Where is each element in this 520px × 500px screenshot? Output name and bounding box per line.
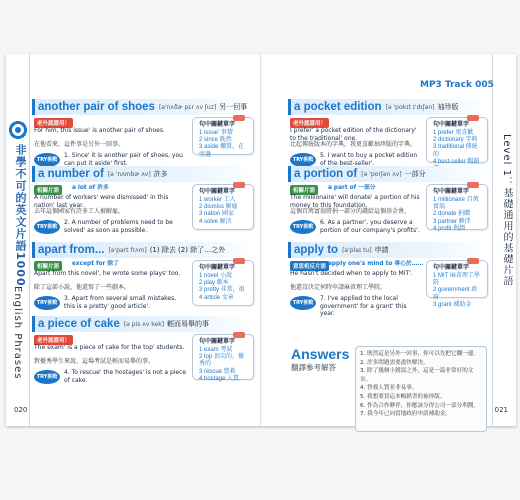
entry-meaning: 輕而易舉的事 bbox=[167, 320, 210, 328]
related-phrase: except for 除了 bbox=[72, 261, 119, 267]
entry-phrase: a pocket edition bbox=[294, 101, 382, 113]
example-sentence: I prefer' a pocket edition of the dictionary' to the traditional' one. bbox=[290, 127, 417, 142]
entry-phrase: a portion of bbox=[294, 168, 358, 180]
entry-tag: 老外認證用！ bbox=[34, 118, 73, 128]
example-translation: 比起傳統版本的字典，我更喜歡袖珍版的字典。 bbox=[290, 141, 417, 148]
practice-badge: TRY挑戰 bbox=[290, 153, 316, 167]
example-sentence: For him, this issue' is another pair of shoes. bbox=[34, 127, 165, 134]
vocab-box bbox=[426, 117, 488, 163]
entry-tag: 相關片語 bbox=[34, 185, 62, 195]
entry-phonetic: [ə 'porʃən ʌv] bbox=[361, 170, 402, 178]
vocab-item: 3 pretty 非常，很 bbox=[199, 287, 245, 294]
entry-meaning: 另一回事 bbox=[219, 103, 248, 111]
answers-heading bbox=[291, 346, 349, 373]
vocab-item: 3 grant 補助金 bbox=[433, 301, 472, 308]
vocab-item: 4 best-seller 暢銷 bbox=[433, 158, 480, 165]
entry-tag: 老外認證用！ bbox=[290, 118, 329, 128]
answer-item: 5. 我想要買這本暢銷書的袖珍版。 bbox=[360, 393, 446, 400]
left-sidebar-title: 非學不可的英文片語1000 bbox=[14, 144, 27, 287]
vocab-item: 1 exam 考試 bbox=[199, 347, 233, 353]
entry-header bbox=[288, 242, 488, 258]
vocab-box bbox=[192, 117, 254, 158]
example-translation: 這個百萬富翁將捐一部分的錢給這個基金會。 bbox=[290, 208, 411, 215]
vocab-item: 2 dictionary 字典 bbox=[433, 137, 478, 144]
vocab-title: 句中關鍵單字 bbox=[199, 121, 236, 128]
entry-meaning: (1) 除去 (2) 除了…之外 bbox=[149, 246, 226, 254]
vocab-title: 句中關鍵單字 bbox=[199, 338, 236, 345]
entry-phrase: apply to bbox=[294, 244, 339, 256]
entry-tag: 相關片語 bbox=[34, 261, 62, 271]
entry-header bbox=[32, 99, 254, 115]
example-translation: 去年這個國家有許多工人被解雇。 bbox=[34, 208, 125, 215]
vocab-item: 2 since 既然 bbox=[199, 137, 232, 144]
practice-badge: TRY挑戰 bbox=[290, 296, 316, 310]
vocab-item: 1 worker 工人 bbox=[199, 197, 236, 203]
practice-sentence: 6. As a partner', you deserve a portion of our company's profits'. bbox=[320, 219, 420, 234]
practice-sentence: 1. Since' it is another pair of shoes, you can put it aside' first. bbox=[64, 152, 183, 167]
vocab-item: 2 play 劇本 bbox=[199, 280, 229, 287]
vocab-title: 句中關鍵單字 bbox=[433, 121, 470, 128]
vocab-item: 2 government 政府 bbox=[433, 287, 478, 301]
vocab-box bbox=[192, 260, 254, 306]
vocab-item: 3 aside 擱置，在旁邊 bbox=[199, 144, 245, 158]
vocab-item: 1 MIT 麻省理工學院 bbox=[433, 273, 480, 287]
entry-phonetic: [ə 'nʌmbɚ ʌv] bbox=[107, 170, 151, 178]
entry-tag: 老外認證用！ bbox=[34, 335, 73, 345]
vocab-item: 2 dismiss 解雇 bbox=[199, 204, 238, 211]
book-spread bbox=[6, 54, 516, 426]
vocab-item: 1 millionaire 百萬富翁 bbox=[433, 197, 479, 211]
vocab-item: 3 rescue 營救 bbox=[199, 368, 236, 375]
practice-sentence: 7. I've applied to the local government' for a grant' this year. bbox=[320, 295, 407, 317]
practice-sentence: 4. To rescue' the hostages' is not a piece of cake. bbox=[64, 369, 187, 384]
answer-item: 2. 許多問題需要盡快解決。 bbox=[360, 359, 429, 366]
practice-sentence: 5. I want to buy a pocket edition of the best-seller'. bbox=[320, 152, 418, 167]
answers-subtitle: 翻譯參考解答 bbox=[291, 363, 336, 372]
vocab-item: 1 issue' 事情 bbox=[199, 130, 233, 136]
example-sentence: The millionaire' will donate' a portion of his money to this foundation. bbox=[290, 194, 420, 209]
example-sentence: The exam' is a piece of cake for the top' students. bbox=[34, 344, 185, 351]
vocab-item: 2 top 頂尖的，優秀的 bbox=[199, 354, 245, 368]
entry-phonetic: [ə'part frʌm] bbox=[108, 246, 147, 254]
entry-header bbox=[32, 166, 254, 182]
practice-badge: TRY挑戰 bbox=[290, 220, 316, 234]
vocab-box bbox=[192, 184, 254, 230]
example-translation: 他還沒決定何時申請麻省理工學院。 bbox=[290, 284, 387, 291]
answers-title: Answers bbox=[291, 346, 350, 362]
example-sentence: He hasn't decided when to apply to MIT'. bbox=[290, 270, 413, 277]
answer-item: 1. 既然這是另外一回事，你可以先把它擱一邊。 bbox=[360, 351, 479, 357]
entry-phonetic: [ə 'pɑkɪt ɪ'dɪʃən] bbox=[385, 103, 435, 111]
vocab-item: 4 hostage 人質 bbox=[199, 375, 240, 382]
entry-header bbox=[32, 242, 254, 258]
entry-meaning: 許多 bbox=[153, 170, 168, 178]
vocab-item: 3 partner 夥伴 bbox=[433, 218, 471, 225]
vocab-item: 1 prefer 更喜歡 bbox=[433, 130, 474, 136]
entry-meaning: 一部分 bbox=[404, 170, 426, 178]
practice-badge: TRY挑戰 bbox=[34, 153, 60, 167]
entry-phrase: a number of bbox=[38, 168, 104, 180]
vocab-box bbox=[426, 184, 488, 230]
entry-phonetic: [ə pis ʌv kek] bbox=[123, 320, 165, 328]
left-sidebar-subtitle: English Phrases bbox=[12, 286, 23, 380]
answers-list bbox=[355, 346, 487, 432]
vocab-box bbox=[192, 334, 254, 380]
right-sidebar bbox=[492, 54, 516, 426]
vocab-title: 句中關鍵單字 bbox=[199, 264, 236, 271]
vocab-item: 4 solve 解決 bbox=[199, 218, 232, 225]
vocab-title: 句中關鍵單字 bbox=[433, 264, 470, 271]
entry-tag: 意思相反片語 bbox=[290, 261, 329, 271]
entry-header bbox=[288, 99, 488, 115]
track-label: MP3 Track 005 bbox=[420, 80, 494, 90]
practice-badge: TRY挑戰 bbox=[34, 296, 60, 310]
related-phrase: a part of 一部分 bbox=[328, 185, 376, 191]
related-phrase: apply one's mind to 專心於…… bbox=[328, 261, 424, 267]
left-sidebar bbox=[6, 54, 30, 426]
entry-meaning: 申請 bbox=[374, 246, 389, 254]
vocab-item: 4 article 文章 bbox=[199, 294, 234, 301]
entry-meaning: 袖珍版 bbox=[437, 103, 459, 111]
vocab-item: 1 novel 小說 bbox=[199, 273, 233, 279]
right-page-number: 021 bbox=[494, 406, 508, 414]
answer-item: 3. 除了幾個小錯誤之外，這是一篇非常好的文章。 bbox=[360, 368, 474, 383]
entry-phrase: apart from... bbox=[38, 244, 105, 256]
example-translation: 在他看來，這件事是另外一回事。 bbox=[34, 141, 125, 148]
entry-header bbox=[288, 166, 488, 182]
vocab-title: 句中關鍵單字 bbox=[433, 188, 470, 195]
practice-badge: TRY挑戰 bbox=[34, 220, 60, 234]
answer-item: 4. 營救人質並非易事。 bbox=[360, 385, 418, 392]
practice-badge: TRY挑戰 bbox=[34, 370, 60, 384]
vocab-item: 3 traditional 傳統的 bbox=[433, 144, 478, 158]
entry-header bbox=[32, 316, 254, 332]
example-sentence: Apart from this novel', he wrote some plays' too. bbox=[34, 270, 181, 277]
book-spine bbox=[260, 54, 262, 426]
vocab-item: 4 profit 利潤 bbox=[433, 225, 466, 232]
vocab-item: 2 donate 捐贈 bbox=[433, 211, 471, 218]
entry-phonetic: [ə'nʌðɚ pɛr ʌv ʃuz] bbox=[158, 103, 217, 111]
example-translation: 對優秀學生來說，這場考試是輕而易舉的事。 bbox=[34, 358, 155, 365]
vocab-box bbox=[426, 260, 488, 308]
vocab-item: 3 nation 國家 bbox=[199, 211, 235, 218]
entry-tag: 相關片語 bbox=[290, 185, 318, 195]
vocab-title: 句中關鍵單字 bbox=[199, 188, 236, 195]
entry-phrase: another pair of shoes bbox=[38, 101, 155, 113]
entry-phonetic: [ə'plaɪ tu] bbox=[342, 246, 372, 254]
example-sentence: A number of workers' were dismissed' in this nation' last year. bbox=[34, 194, 169, 209]
practice-sentence: 2. A number of problems need to be solved' as soon as possible. bbox=[64, 219, 173, 234]
answer-item: 6. 作為合作夥伴，你應該分得公司一部分利潤。 bbox=[360, 402, 479, 409]
target-icon bbox=[8, 120, 28, 140]
practice-sentence: 3. Apart from several small mistakes, this is a pretty' good article'. bbox=[64, 295, 177, 310]
answer-item: 7. 我今年已向當地政府申請補助金。 bbox=[360, 411, 452, 418]
related-phrase: a lot of 許多 bbox=[72, 185, 109, 191]
left-page-number: 020 bbox=[14, 406, 28, 414]
entry-phrase: a piece of cake bbox=[38, 318, 120, 330]
example-translation: 除了這部小說，他還寫了一些劇本。 bbox=[34, 284, 131, 291]
right-sidebar-title: Level 1：基礎通用的基礎片語 bbox=[501, 134, 512, 287]
